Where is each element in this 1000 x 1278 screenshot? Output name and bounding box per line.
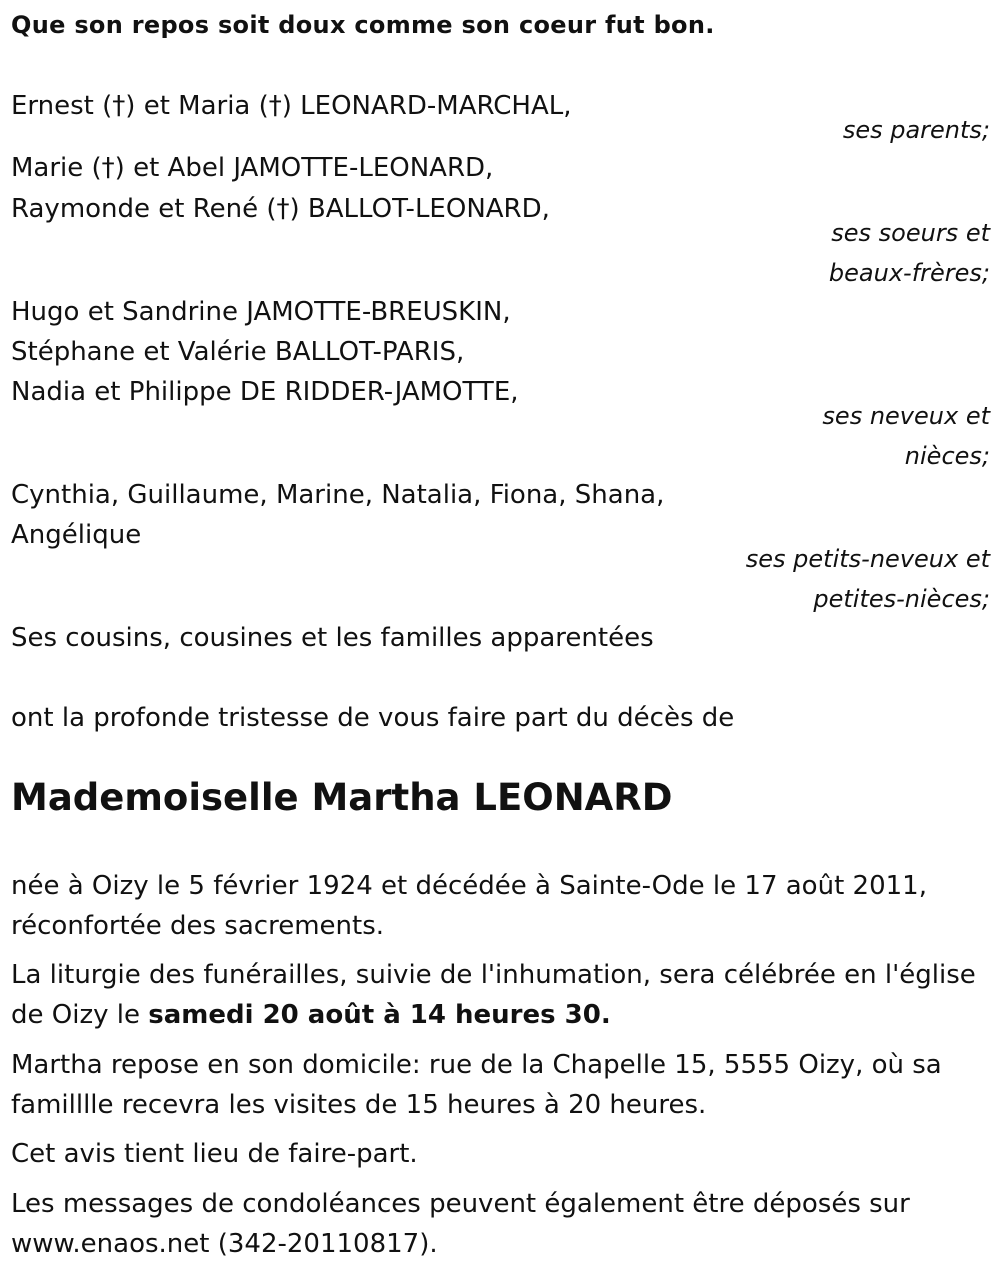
grand-nephews-names-1: Cynthia, Guillaume, Marine, Natalia, Fiona, Shana, (11, 480, 665, 510)
siblings-relation-1: ses soeurs et (831, 219, 990, 247)
condolences-line-2: www.enaos.net (342-20110817). (11, 1229, 438, 1259)
grand-nephews-relation-1: ses petits-neveux et (745, 545, 990, 573)
siblings-names-2: Raymonde et René (†) BALLOT-LEONARD, (11, 194, 550, 224)
siblings-names-1: Marie (†) et Abel JAMOTTE-LEONARD, (11, 153, 494, 183)
birth-death-line-2: réconfortée des sacrements. (11, 911, 385, 941)
funeral-date-time: samedi 20 août à 14 heures 30. (148, 1000, 611, 1030)
funeral-line-1: La liturgie des funérailles, suivie de l'inhumation, sera célébrée en l'église (11, 960, 976, 990)
nephews-relation-1: ses neveux et (822, 402, 990, 430)
parents-names: Ernest (†) et Maria (†) LEONARD-MARCHAL, (11, 91, 572, 121)
nephews-names-3: Nadia et Philippe DE RIDDER-JAMOTTE, (11, 377, 519, 407)
siblings-relation-2: beaux-frères; (828, 259, 990, 287)
grand-nephews-names-2: Angélique (11, 520, 142, 550)
nephews-names-1: Hugo et Sandrine JAMOTTE-BREUSKIN, (11, 297, 511, 327)
parents-relation: ses parents; (842, 116, 990, 144)
condolences-line-1: Les messages de condoléances peuvent également être déposés sur (11, 1189, 910, 1219)
repose-line-2: familllle recevra les visites de 15 heures à 20 heures. (11, 1090, 707, 1120)
cousins-line: Ses cousins, cousines et les familles apparentées (11, 623, 654, 653)
repose-line-1: Martha repose en son domicile: rue de la Chapelle 15, 5555 Oizy, où sa (11, 1050, 942, 1080)
announcement: ont la profonde tristesse de vous faire part du décès de (11, 703, 735, 733)
funeral-line-2-prefix: de Oizy le (11, 1000, 149, 1030)
birth-death-line-1: née à Oizy le 5 février 1924 et décédée à Sainte-Ode le 17 août 2011, (11, 871, 927, 901)
nephews-names-2: Stéphane et Valérie BALLOT-PARIS, (11, 337, 465, 367)
deceased-name: Mademoiselle Martha LEONARD (11, 776, 673, 819)
funeral-line-2 (11, 995, 611, 1035)
grand-nephews-relation-2: petites-nièces; (813, 585, 990, 613)
notice-line: Cet avis tient lieu de faire-part. (11, 1139, 418, 1169)
epigraph: Que son repos soit doux comme son coeur fut bon. (11, 11, 715, 39)
nephews-relation-2: nièces; (904, 442, 990, 470)
